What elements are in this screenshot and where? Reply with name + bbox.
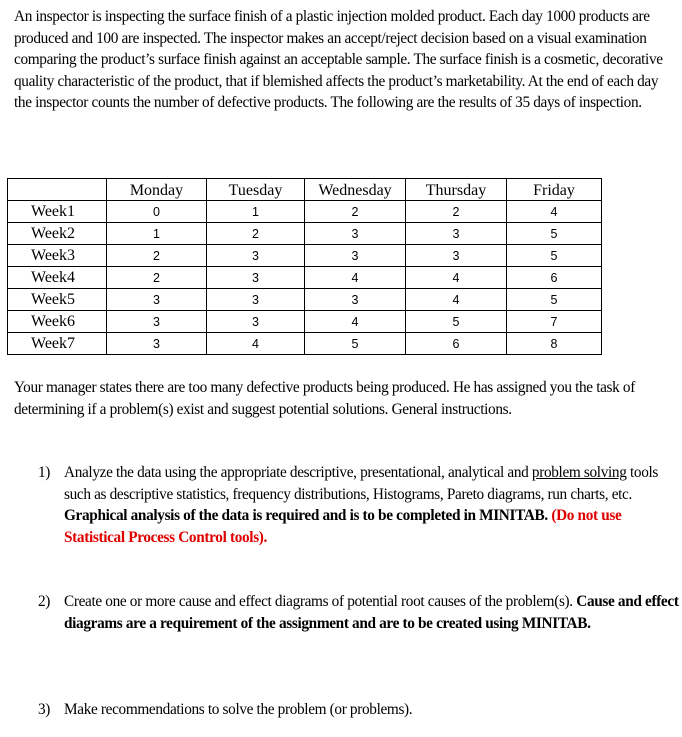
underlined-text: problem solving xyxy=(531,464,627,481)
table-cell: 5 xyxy=(305,333,406,355)
intro-paragraph: An inspector is inspecting the surface finish of a plastic injection molded product. Each day 1000 products are produced and 100 are inspected. The inspector makes an accept/reject decision based on a visual examination comparing the product’s surface finish against an acceptable sample. The surface finish is a cosmetic, decorative quality characteristic of the product, that if blemished affects the product’s marketability. At the end of each day the inspector counts the number of defective products. The following are the results of 35 days of inspection. xyxy=(14,8,663,112)
item-text-part: Make recommendations to solve the problem (or problems). xyxy=(64,701,413,718)
table-cell: 2 xyxy=(305,201,406,223)
table-row xyxy=(8,333,602,355)
item-text-part: Analyze the data using the appropriate descriptive, presentational, analytical and xyxy=(64,464,532,481)
table-cell: 3 xyxy=(406,223,507,245)
header-tuesday: Tuesday xyxy=(207,179,305,201)
table-cell: 8 xyxy=(507,333,602,355)
item-text xyxy=(64,591,680,634)
item-number: 2) xyxy=(38,593,51,610)
manager-paragraph: Your manager states there are too many defective products being produced. He has assigned you the task of determining if a problem(s) exist and suggest potential solutions. General instructions. xyxy=(14,379,635,418)
header-wednesday: Wednesday xyxy=(305,179,406,201)
table-row xyxy=(8,201,602,223)
red-warning: (Do not use Statistical Process Control tools). xyxy=(64,507,622,546)
corner-cell xyxy=(8,179,107,201)
table-cell: 4 xyxy=(305,311,406,333)
table-row xyxy=(8,223,602,245)
bold-requirement: Cause and effect diagrams are a requirement of the assignment and are to be created using MINITAB. xyxy=(64,593,679,632)
item-text xyxy=(64,462,680,548)
table-cell: 3 xyxy=(107,289,207,311)
defects-table xyxy=(7,178,602,355)
table-cell: 3 xyxy=(207,289,305,311)
table-cell: 4 xyxy=(507,201,602,223)
table-cell: 6 xyxy=(507,267,602,289)
item-text-part: Create one or more cause and effect diagrams of potential root causes of the problem(s). xyxy=(64,593,577,610)
table-cell: 4 xyxy=(406,289,507,311)
row-label: Week5 xyxy=(8,289,107,311)
bold-requirement: Graphical analysis of the data is required and is to be completed in MINITAB. xyxy=(64,507,548,525)
instruction-item-1 xyxy=(38,462,680,548)
header-friday: Friday xyxy=(507,179,602,201)
table-cell: 4 xyxy=(305,267,406,289)
table-cell: 5 xyxy=(507,223,602,245)
item-number: 3) xyxy=(38,701,51,718)
row-label: Week3 xyxy=(8,245,107,267)
header-monday: Monday xyxy=(107,179,207,201)
table-cell: 3 xyxy=(107,311,207,333)
table-cell: 5 xyxy=(406,311,507,333)
table-cell: 1 xyxy=(207,201,305,223)
table-cell: 4 xyxy=(406,267,507,289)
row-label: Week1 xyxy=(8,201,107,223)
table-cell: 2 xyxy=(207,223,305,245)
row-label: Week7 xyxy=(8,333,107,355)
item-text xyxy=(64,699,680,721)
table-cell: 7 xyxy=(507,311,602,333)
item-number: 1) xyxy=(38,464,51,481)
instruction-item-2 xyxy=(38,591,680,634)
table-row xyxy=(8,311,602,333)
table-cell: 3 xyxy=(305,245,406,267)
table-cell: 3 xyxy=(207,311,305,333)
instruction-item-3 xyxy=(38,699,680,721)
table-cell: 3 xyxy=(207,267,305,289)
item-text-part: tools such as descriptive statistics, frequency distributions, Histograms, Pareto diagrams, run charts, etc. xyxy=(64,464,658,503)
table-cell: 6 xyxy=(406,333,507,355)
table-cell: 3 xyxy=(406,245,507,267)
table-cell: 3 xyxy=(305,289,406,311)
table-cell: 0 xyxy=(107,201,207,223)
table-row xyxy=(8,289,602,311)
header-thursday: Thursday xyxy=(406,179,507,201)
table-row xyxy=(8,267,602,289)
table-header-row xyxy=(8,179,602,201)
row-label: Week6 xyxy=(8,311,107,333)
table-cell: 3 xyxy=(305,223,406,245)
table-cell: 1 xyxy=(107,223,207,245)
table-cell: 3 xyxy=(107,333,207,355)
table-cell: 5 xyxy=(507,245,602,267)
row-label: Week2 xyxy=(8,223,107,245)
table-cell: 2 xyxy=(107,267,207,289)
table-cell: 2 xyxy=(107,245,207,267)
table-cell: 3 xyxy=(207,245,305,267)
row-label: Week4 xyxy=(8,267,107,289)
table-cell: 4 xyxy=(207,333,305,355)
table-cell: 2 xyxy=(406,201,507,223)
table-row xyxy=(8,245,602,267)
table-cell: 5 xyxy=(507,289,602,311)
